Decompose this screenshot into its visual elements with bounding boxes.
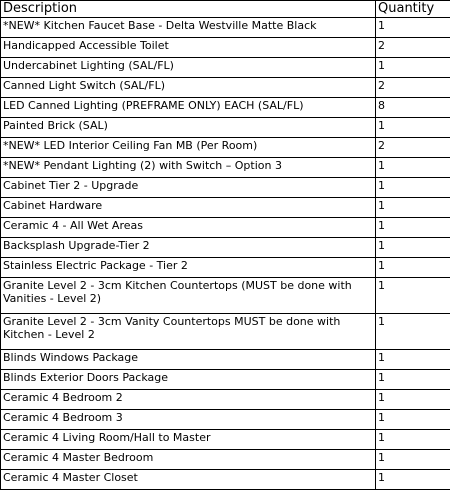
quantity-cell: 1 — [376, 410, 450, 430]
description-cell: Blinds Windows Package — [1, 350, 376, 370]
description-cell: Granite Level 2 - 3cm Vanity Countertops MUST be done with Kitchen - Level 2 — [1, 314, 376, 350]
table-row — [1, 258, 450, 278]
description-cell: Granite Level 2 - 3cm Kitchen Countertops (MUST be done with Vanities - Level 2) — [1, 278, 376, 314]
quantity-cell: 1 — [376, 58, 450, 78]
header-row — [1, 1, 450, 18]
table-row — [1, 430, 450, 450]
description-cell: Ceramic 4 Bedroom 2 — [1, 390, 376, 410]
description-header: Description — [1, 1, 376, 18]
table-row — [1, 118, 450, 138]
quantity-cell: 1 — [376, 238, 450, 258]
quantity-cell: 1 — [376, 390, 450, 410]
table-row — [1, 238, 450, 258]
quantity-cell: 1 — [376, 218, 450, 238]
quantity-header: Quantity — [376, 1, 450, 18]
table-row — [1, 218, 450, 238]
table-row — [1, 138, 450, 158]
quantity-cell: 2 — [376, 38, 450, 58]
table-row — [1, 450, 450, 470]
description-cell: Ceramic 4 Master Bedroom — [1, 450, 376, 470]
quantity-cell: 1 — [376, 178, 450, 198]
description-cell: Ceramic 4 Master Closet — [1, 470, 376, 490]
description-cell: Handicapped Accessible Toilet — [1, 38, 376, 58]
quantity-cell: 1 — [376, 118, 450, 138]
description-cell: *NEW* LED Interior Ceiling Fan MB (Per Room) — [1, 138, 376, 158]
table-row — [1, 178, 450, 198]
quantity-cell: 1 — [376, 278, 450, 314]
description-cell: Stainless Electric Package - Tier 2 — [1, 258, 376, 278]
description-cell: LED Canned Lighting (PREFRAME ONLY) EACH (SAL/FL) — [1, 98, 376, 118]
table-row — [1, 18, 450, 38]
description-cell: Canned Light Switch (SAL/FL) — [1, 78, 376, 98]
table-row — [1, 410, 450, 430]
quantity-cell: 1 — [376, 450, 450, 470]
quantity-cell: 1 — [376, 430, 450, 450]
table-row — [1, 98, 450, 118]
description-cell: Cabinet Tier 2 - Upgrade — [1, 178, 376, 198]
table-row — [1, 198, 450, 218]
quantity-cell: 1 — [376, 370, 450, 390]
description-cell: Cabinet Hardware — [1, 198, 376, 218]
table-row — [1, 58, 450, 78]
table-row — [1, 390, 450, 410]
table-row — [1, 370, 450, 390]
table-row — [1, 314, 450, 350]
description-cell: *NEW* Pendant Lighting (2) with Switch – Option 3 — [1, 158, 376, 178]
quantity-cell: 1 — [376, 350, 450, 370]
table-row — [1, 78, 450, 98]
description-cell: *NEW* Kitchen Faucet Base - Delta Westville Matte Black — [1, 18, 376, 38]
description-cell: Ceramic 4 - All Wet Areas — [1, 218, 376, 238]
description-cell: Undercabinet Lighting (SAL/FL) — [1, 58, 376, 78]
quantity-cell: 1 — [376, 258, 450, 278]
description-cell: Backsplash Upgrade-Tier 2 — [1, 238, 376, 258]
quantity-cell: 1 — [376, 314, 450, 350]
description-cell: Ceramic 4 Living Room/Hall to Master — [1, 430, 376, 450]
table-row — [1, 38, 450, 58]
description-cell: Ceramic 4 Bedroom 3 — [1, 410, 376, 430]
table-row — [1, 470, 450, 490]
table-row — [1, 158, 450, 178]
description-cell: Blinds Exterior Doors Package — [1, 370, 376, 390]
quantity-cell: 1 — [376, 18, 450, 38]
description-cell: Painted Brick (SAL) — [1, 118, 376, 138]
quantity-cell: 2 — [376, 78, 450, 98]
table-row — [1, 278, 450, 314]
quantity-cell: 1 — [376, 158, 450, 178]
quantity-cell: 1 — [376, 470, 450, 490]
quantity-cell: 8 — [376, 98, 450, 118]
quantity-cell: 1 — [376, 198, 450, 218]
table-row — [1, 350, 450, 370]
quantity-cell: 2 — [376, 138, 450, 158]
